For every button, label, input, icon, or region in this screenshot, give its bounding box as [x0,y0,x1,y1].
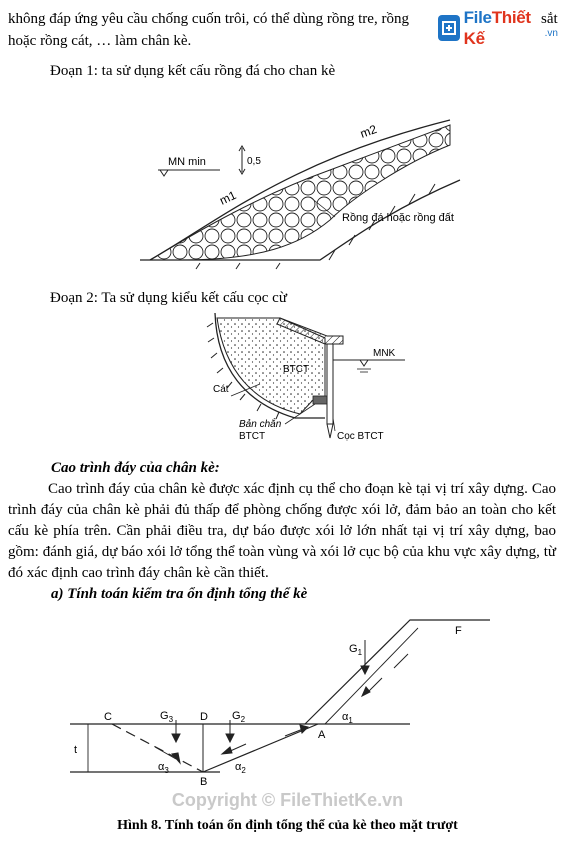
intro-text-1: không đáp ứng yêu cầu chống cuốn trôi, có thể dùng rồng tre, rồng [8,11,409,27]
heading-cao-trinh: Cao trình đáy của chân kè: [51,460,220,476]
filethietke-logo [438,8,558,48]
label-t: t [74,744,78,756]
label-b: B [200,776,208,785]
heading-tinh-toan: a) Tính toán kiểm tra ổn định tổng thể kè [51,586,308,602]
label-d: D [200,711,208,723]
label-alpha-2: $\alpha_2$ [235,761,246,775]
label-g3: $G_3$ [160,710,174,724]
label-btct: BTCT [283,364,310,375]
label-g1: $G_1$ [349,643,363,657]
label-mn-min: MN min [168,156,206,168]
section-1-text: Đoạn 1: ta sử dụng kết cấu rồng đá cho chan kè [50,63,336,79]
label-ban-chan-btct: BTCT [239,431,266,442]
label-alpha-3: $\alpha_3$ [158,761,169,775]
intro-line-1 [8,9,438,30]
label-a: A [318,729,326,741]
paragraph-cao-trinh: Cao trình đáy của chân kè được xác định cụ thể cho đoạn kè tại vị trí xây dựng. Cao trình đáy của chân kè phải đủ thấp để phòng chống được xói lở, đảm bảo an toàn cho kết cấu kè phía trên. Cần phải điều tra, dự báo được xói lở lớn nhất tại vị trí xây dựng, bao gồm: đánh giá, dự báo xói lở tổng thể toàn vùng và xói lở cục bộ của khu vực xây dựng, từ đó xác định cao trình đáy chân kè cần thiết. [8,481,556,581]
figure-coc-cu [205,308,415,460]
label-mnk: MNK [373,348,396,359]
figure-rong-da [140,100,470,270]
label-coc-btct: Cọc BTCT [337,431,384,442]
copyright-watermark: Copyright © FileThietKe.vn [171,790,404,810]
section-2-text: Đoạn 2: Ta sử dụng kiểu kết cấu cọc cừ [50,290,287,306]
label-m1: m1 [217,187,239,208]
logo-brand: FileThiết Kế [463,8,531,48]
label-f: F [455,625,462,637]
label-g2: $G_2$ [232,710,246,724]
logo-mark-icon [438,15,460,41]
intro-line-1-tail: sắt [541,11,558,27]
intro-line-2: hoặc rồng cát, … làm chân kè. [8,33,192,49]
label-ban-chan: Bản chắn [239,419,282,430]
label-rong-da: Rồng đá hoặc rồng đất [342,212,454,224]
label-m2: m2 [358,121,379,141]
figure-caption: Hình 8. Tính toán ổn định tổng thể của kè theo mặt trượt [117,818,458,833]
label-alpha-1: $\alpha_1$ [342,711,353,725]
label-c: C [104,711,112,723]
label-0-5: 0,5 [247,156,261,167]
label-cat: Cát [213,384,229,395]
figure-on-dinh [60,610,500,785]
logo-tld: .vn [544,27,558,39]
